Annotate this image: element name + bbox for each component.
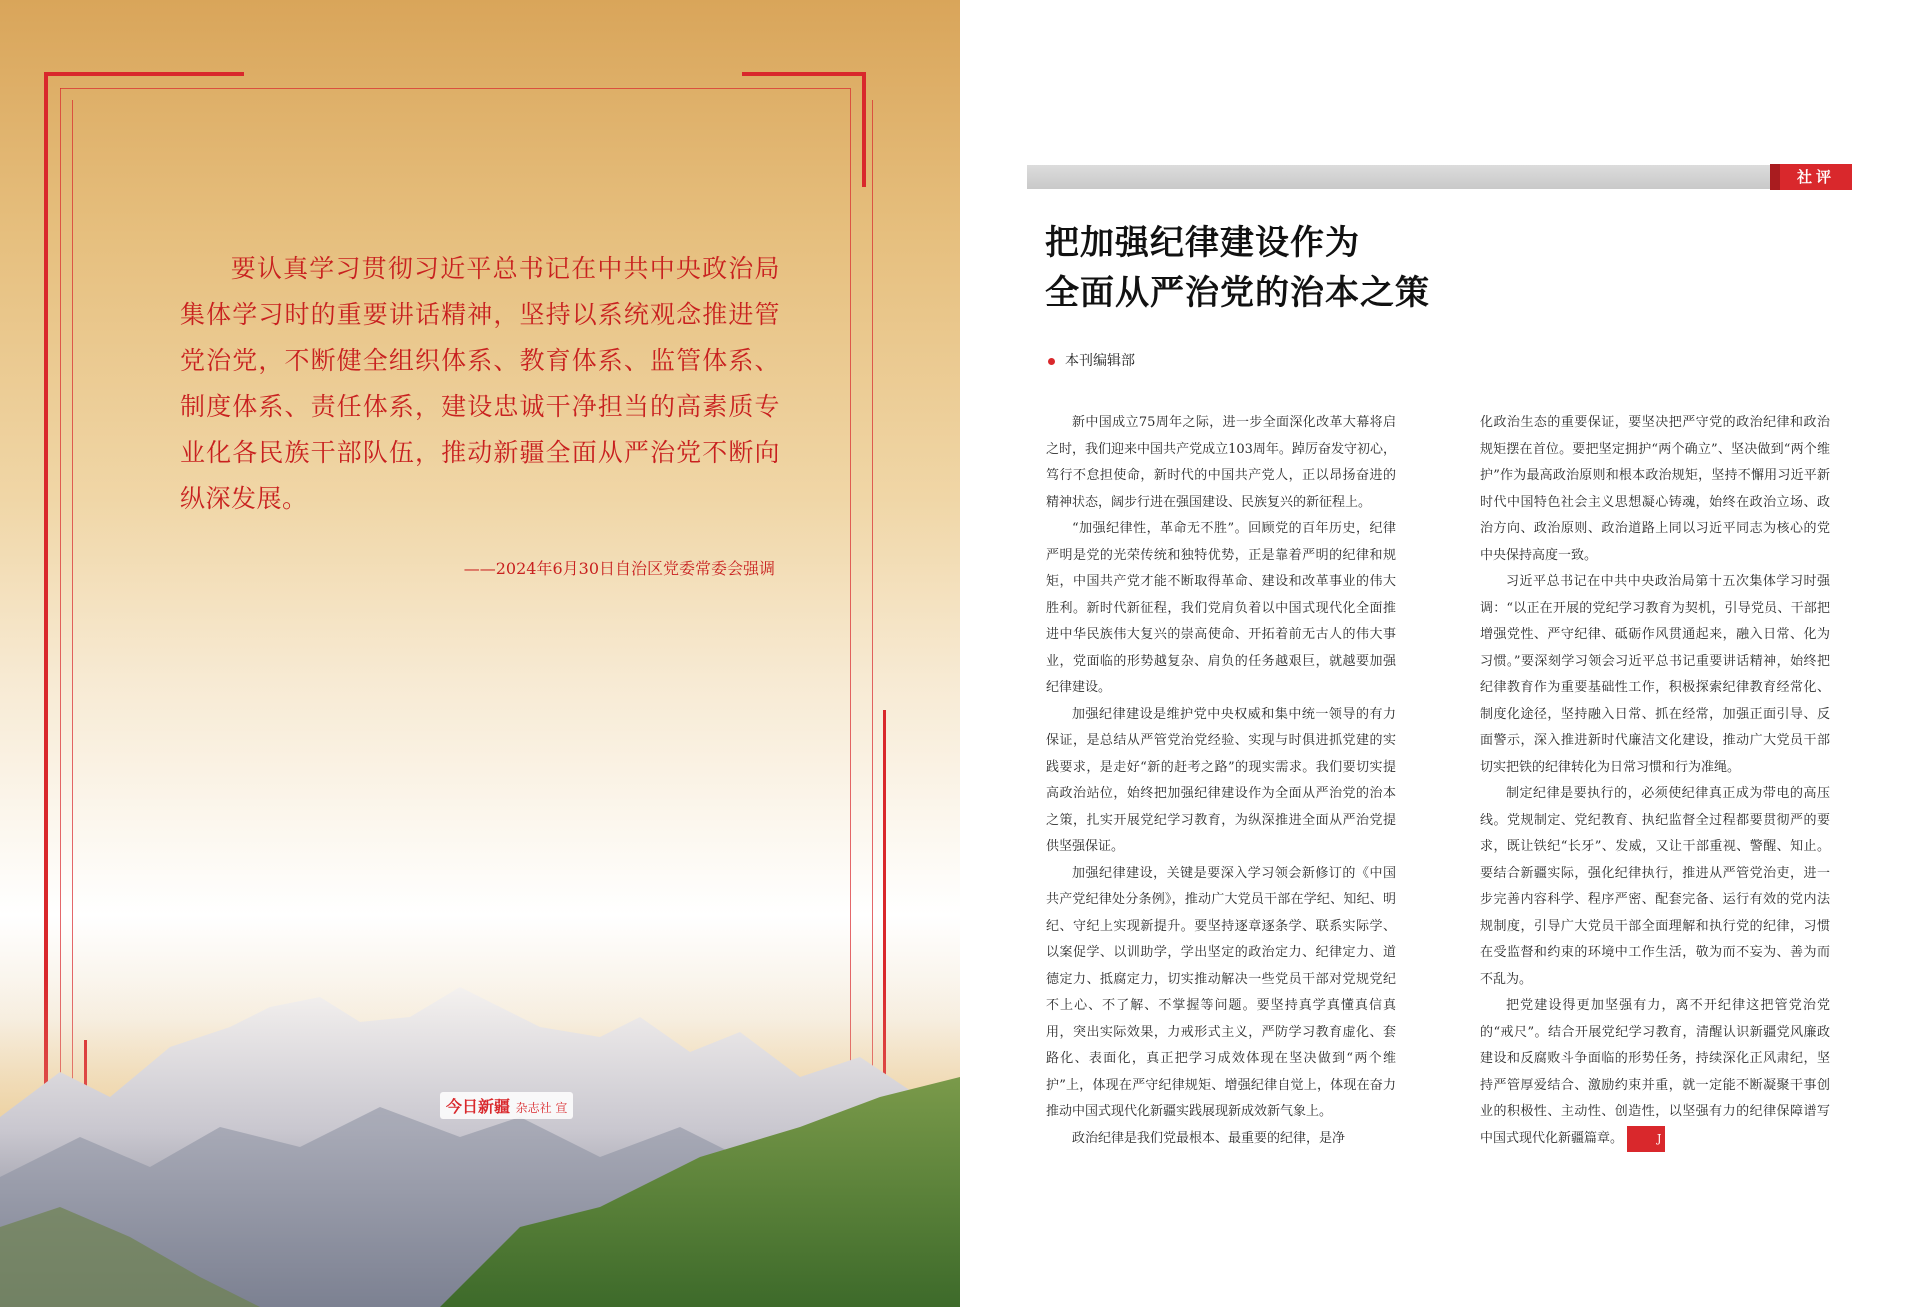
frame-top-left-bar (44, 72, 244, 76)
logo-suffix: 杂志社 宣 (515, 1101, 568, 1115)
paragraph: 习近平总书记在中共中央政治局第十五次集体学习时强调：“以正在开展的党纪学习教育为契机，引导党员、干部把增强党性、严守纪律、砥砺作风贯通起来，融入日常、化为习惯。”要深刻学习领会习近平总书记重要讲话精神，始终把纪律教育作为重要基础性工作，积极探索纪律教育经常化、制度化途径，坚持融入日常、抓在经常，加强正面引导、反面警示，深入推进新时代廉洁文化建设，推动广大党员干部切实把铁的纪律转化为日常习惯和行为准绳。 (1480, 574, 1830, 775)
paragraph-final (1480, 993, 1830, 1152)
mountain-landscape (0, 977, 960, 1307)
section-tag-fold (1770, 164, 1780, 190)
frame-top-right-vertical (862, 72, 866, 187)
paragraph: 新中国成立75周年之际，进一步全面深化改革大幕将启之时，我们迎来中国共产党成立103周年。踔厉奋发守初心，笃行不怠担使命，新时代的中国共产党人，正以昂扬奋进的精神状态，阔步行进在强国建设、民族复兴的新征程上。 (1046, 415, 1396, 510)
title-line-1: 把加强纪律建设作为 (1045, 223, 1360, 263)
article-title (1045, 218, 1430, 318)
end-mark-icon: J (1627, 1126, 1665, 1153)
quote-source: ——2024年6月30日自治区党委常委会强调 (463, 559, 775, 578)
paragraph-text: 把党建设得更加坚强有力，离不开纪律这把管党治党的“戒尺”。结合开展党纪学习教育，清醒认识新疆党风廉政建设和反腐败斗争面临的形势任务，持续深化正风肃纪，坚持严管厚爱结合、激励约束并重，就一定能不断凝聚干事创业的积极性、主动性、创造性，以坚强有力的纪律保障谱写中国式现代化新疆篇章。 (1480, 998, 1830, 1146)
paragraph: 加强纪律建设，关键是要深入学习领会新修订的《中国共产党纪律处分条例》，推动广大党员干部在学纪、知纪、明纪、守纪上实现新提升。要坚持逐章逐条学、联系实际学、以案促学、以训助学，学出坚定的政治定力、纪律定力、道德定力、抵腐定力，切实推动解决一些党员干部对党规党纪不上心、不了解、不掌握等问题。要坚持真学真懂真信真用，突出实际效果，力戒形式主义，严防学习教育虚化、套路化、表面化，真正把学习成效体现在坚决做到“两个维护”上，体现在严守纪律规矩、增强纪律自觉上，体现在奋力推动中国式现代化新疆实践展现新成效新气象上。 (1046, 865, 1396, 1119)
paragraph: 政治纪律是我们党最根本、最重要的纪律，是净 (1072, 1130, 1346, 1146)
article-column-1 (1046, 410, 1396, 1152)
quote-text: 要认真学习贯彻习近平总书记在中共中央政治局集体学习时的重要讲话精神，坚持以系统观念推进管党治党，不断健全组织体系、教育体系、监管体系、制度体系、责任体系，建设忠诚干净担当的高素质专业化各民族干部队伍，推动新疆全面从严治党不断向纵深发展。 (180, 254, 780, 513)
paragraph: 加强纪律建设是维护党中央权威和集中统一领导的有力保证，是总结从严管党治党经验、实现与时俱进抓党建的实践要求，是走好“新的赶考之路”的现实需求。我们要切实提高政治站位，始终把加强纪律建设作为全面从严治党的治本之策，扎实开展党纪学习教育，为纵深推进全面从严治党提供坚强保证。 (1046, 706, 1396, 854)
magazine-logo (440, 1092, 573, 1119)
section-tag: 社评 (1780, 164, 1852, 190)
paragraph: “加强纪律性，革命无不胜”。回顾党的百年历史，纪律严明是党的光荣传统和独特优势，正是靠着严明的纪律和规矩，中国共产党才能不断取得革命、建设和改革事业的伟大胜利。新时代新征程，我们党肩负着以中国式现代化全面推进中华民族伟大复兴的崇高使命、开拓着前无古人的伟大事业，党面临的形势越复杂、肩负的任务越艰巨，就越要加强纪律建设。 (1046, 521, 1396, 695)
frame-top-right-bar (742, 72, 866, 76)
logo-name: 今日新疆 (446, 1097, 511, 1116)
article-column-2 (1480, 410, 1830, 1152)
leadership-quote (180, 246, 780, 522)
section-header-bar (1027, 165, 1777, 189)
byline-text: 本刊编辑部 (1065, 353, 1135, 369)
frame-inner-line (60, 88, 850, 89)
paragraph: 化政治生态的重要保证，要坚决把严守党的政治纪律和政治规矩摆在首位。要把坚定拥护“两个确立”、坚决做到“两个维护”作为最高政治原则和根本政治规矩，坚持不懈用习近平新时代中国特色社会主义思想凝心铸魂，始终在政治立场、政治方向、政治原则、政治道路上同以习近平同志为核心的党中央保持高度一致。 (1480, 415, 1830, 563)
title-line-2: 全面从严治党的治本之策 (1045, 273, 1430, 313)
byline-dot-icon (1048, 358, 1055, 365)
paragraph: 制定纪律是要执行的，必须使纪律真正成为带电的高压线。党规制定、党纪教育、执纪监督全过程都要贯彻严的要求，既让铁纪“长牙”、发威，又让干部重视、警醒、知止。要结合新疆实际，强化纪律执行，推进从严管党治吏，进一步完善内容科学、程序严密、配套完备、运行有效的党内法规制度，引导广大党员干部全面理解和执行党的纪律，习惯在受监督和约束的环境中工作生活，敬为而不妄为、善为而不乱为。 (1480, 786, 1830, 987)
byline (1048, 350, 1135, 370)
right-page (960, 0, 1920, 1307)
